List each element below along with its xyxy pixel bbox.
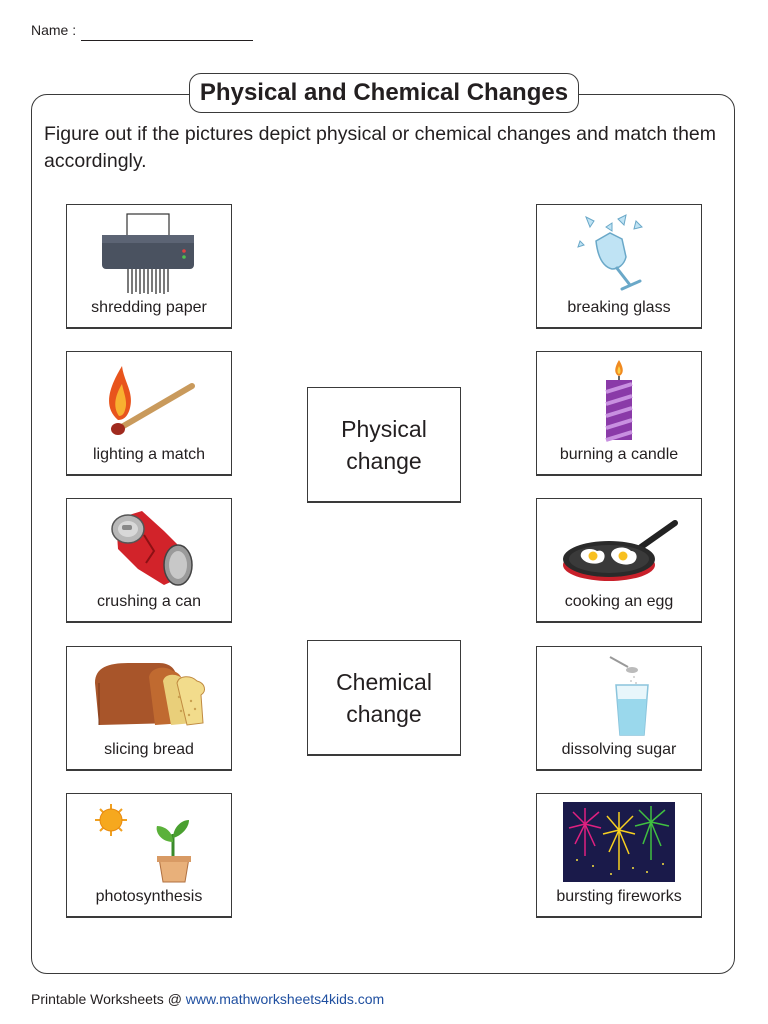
name-line[interactable]	[81, 40, 253, 41]
instructions: Figure out if the pictures depict physical or chemical changes and match them accordingly.	[44, 123, 717, 172]
card-dissolving-sugar[interactable]	[536, 646, 702, 771]
category-physical-change[interactable]: Physical change	[307, 387, 461, 503]
card-burning-candle[interactable]	[536, 351, 702, 476]
card-caption: slicing bread	[104, 741, 194, 758]
card-bursting-fireworks[interactable]	[536, 793, 702, 918]
card-breaking-glass[interactable]	[536, 204, 702, 329]
footer	[31, 991, 384, 1007]
footer-link[interactable]: www.mathworksheets4kids.com	[185, 991, 385, 1007]
worksheet-title: Physical and Chemical Changes	[189, 73, 579, 113]
card-caption: burning a candle	[559, 446, 679, 463]
category-chemical-change[interactable]: Chemical change	[307, 640, 461, 756]
card-caption: crushing a can	[96, 593, 202, 610]
name-label: Name :	[31, 22, 77, 38]
card-caption: bursting fireworks	[556, 888, 682, 905]
crushed-can-icon	[67, 505, 231, 593]
bread-icon	[67, 653, 231, 741]
card-caption: shredding paper	[91, 299, 207, 316]
frying-pan-icon	[537, 505, 701, 593]
card-caption: lighting a match	[92, 446, 206, 463]
card-caption: photosynthesis	[95, 888, 203, 905]
sugar-glass-icon	[537, 653, 701, 741]
candle-icon	[537, 358, 701, 446]
paper-shredder-icon	[67, 211, 231, 299]
card-shredding-paper[interactable]	[66, 204, 232, 329]
match-icon	[67, 358, 231, 446]
card-slicing-bread[interactable]	[66, 646, 232, 771]
card-photosynthesis[interactable]	[66, 793, 232, 918]
footer-text: Printable Worksheets @	[31, 991, 186, 1007]
card-caption: cooking an egg	[564, 593, 674, 610]
card-caption: dissolving sugar	[561, 741, 677, 758]
card-cooking-egg[interactable]	[536, 498, 702, 623]
sun-plant-icon	[67, 800, 231, 888]
fireworks-icon	[537, 800, 701, 888]
card-crushing-can[interactable]	[66, 498, 232, 623]
card-lighting-match[interactable]	[66, 351, 232, 476]
card-caption: breaking glass	[567, 299, 671, 316]
broken-glass-icon	[537, 211, 701, 299]
